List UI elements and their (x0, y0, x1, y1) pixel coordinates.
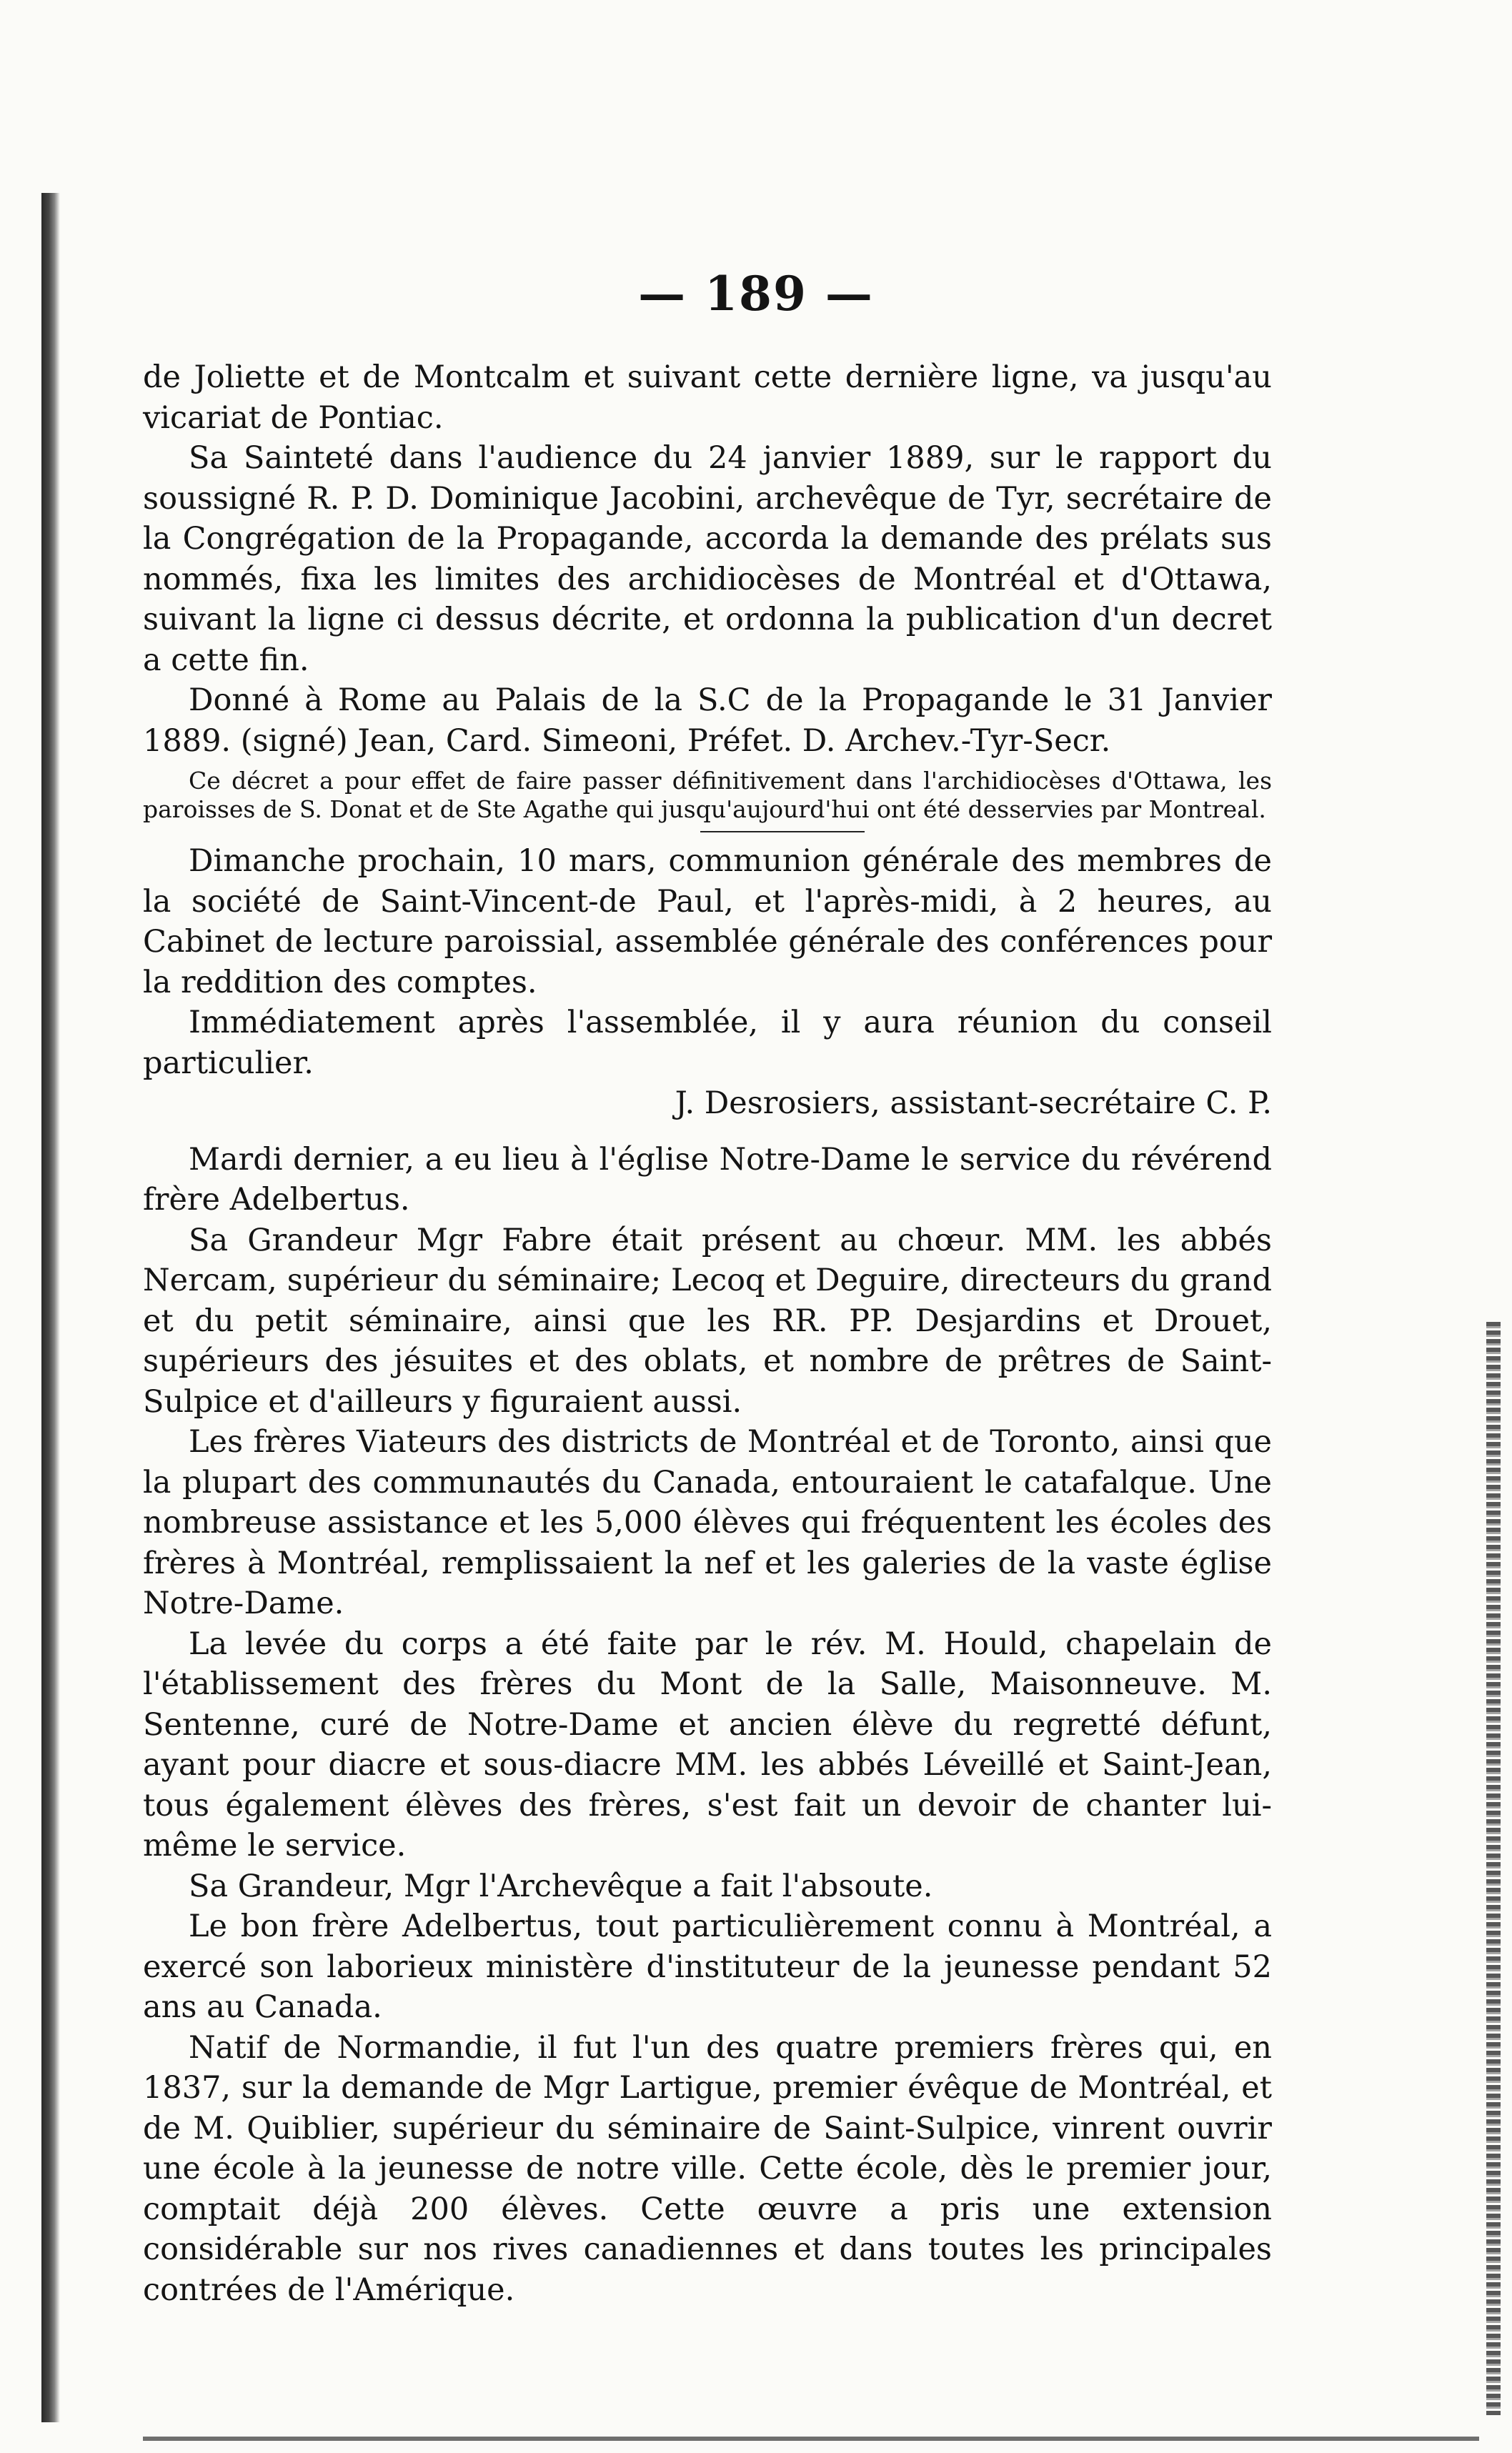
paragraph: Les frères Viateurs des districts de Montréal et de Toronto, ainsi que la plupart des communautés du Canada, entouraient le catafalque. Une nombreuse assistance et les 5,000 élèves qui fréquentent les écoles des frères à Montréal, remplissaient la nef et les galeries de la vaste église Notre-Dame. (143, 1424, 1272, 1621)
right-edge-scan-noise (1486, 1322, 1501, 2415)
signature-line: J. Desrosiers, assistant-secrétaire C. P. (675, 1085, 1272, 1121)
paragraph: La levée du corps a été faite par le rév. M. Hould, chapelain de l'établissement des frères du Mont de la Salle, Maisonneuve. M. Sentenne, curé de Notre-Dame et ancien élève du regretté défunt, ayant pour diacre et sous-diacre MM. les abbés Léveillé et Saint-Jean, tous également élèves des frères, s'est fait un devoir de chanter lui-même le service. (143, 1626, 1272, 1864)
paragraph: de Joliette et de Montcalm et suivant cette dernière ligne, va jusqu'au vicariat de Pontiac. (143, 359, 1272, 436)
footnote-paragraph: Ce décret a pour effet de faire passer définitivement dans l'archidiocèses d'Ottawa, les paroisses de S. Donat et de Ste Agathe qui jusqu'aujourd'hui ont été desservies par Montreal. (143, 767, 1272, 823)
text-body (143, 357, 1272, 2310)
bottom-edge-line (143, 2437, 1479, 2441)
paragraph: Donné à Rome au Palais de la S.C de la Propagande le 31 Janvier 1889. (signé) Jean, Card. Simeoni, Préfet. D. Archev.-Tyr-Secr. (143, 682, 1272, 759)
page-number: — 189 — (638, 266, 874, 322)
paragraph: Sa Sainteté dans l'audience du 24 janvier 1889, sur le rapport du soussigné R. P. D. Dominique Jacobini, archevêque de Tyr, secrétaire de la Congrégation de la Propagande, accorda la demande des prélats sus nommés, fixa les limites des archidiocèses de Montréal et d'Ottawa, suivant la ligne ci dessus décrite, et ordonna la publication d'un decret a cette fin. (143, 440, 1272, 678)
paragraph: Le bon frère Adelbertus, tout particulièrement connu à Montréal, a exercé son laborieux ministère d'instituteur de la jeunesse pendant 52 ans au Canada. (143, 1909, 1272, 2025)
paragraph: Natif de Normandie, il fut l'un des quatre premiers frères qui, en 1837, sur la demande de Mgr Lartigue, premier évêque de Montréal, et de M. Quiblier, supérieur du séminaire de Saint-Sulpice, vinrent ouvrir une école à la jeunesse de notre ville. Cette école, dès le premier jour, comptait déjà 200 élèves. Cette œuvre a pris une extension considérable sur nos rives canadiennes et dans toutes les principales contrées de l'Amérique. (143, 2029, 1272, 2308)
separator-rule (700, 831, 865, 832)
paragraph: Dimanche prochain, 10 mars, communion générale des membres de la société de Saint-Vincent-de Paul, et l'après-midi, à 2 heures, au Cabinet de lecture paroissial, assemblée générale des conférences pour la reddition des comptes. (143, 843, 1272, 1000)
binding-edge-shadow (41, 193, 60, 2422)
paragraph: Sa Grandeur Mgr Fabre était présent au chœur. MM. les abbés Nercam, supérieur du séminaire; Lecoq et Deguire, directeurs du grand et du petit séminaire, ainsi que les RR. PP. Desjardins et Drouet, supérieurs des jésuites et des oblats, et nombre de prêtres de Saint-Sulpice et d'ailleurs y figuraient aussi. (143, 1222, 1272, 1420)
paragraph: Sa Grandeur, Mgr l'Archevêque a fait l'absoute. (189, 1868, 933, 1904)
paragraph: Mardi dernier, a eu lieu à l'église Notre-Dame le service du révérend frère Adelbertus. (143, 1141, 1272, 1218)
paragraph: Immédiatement après l'assemblée, il y aura réunion du conseil particulier. (143, 1005, 1272, 1081)
